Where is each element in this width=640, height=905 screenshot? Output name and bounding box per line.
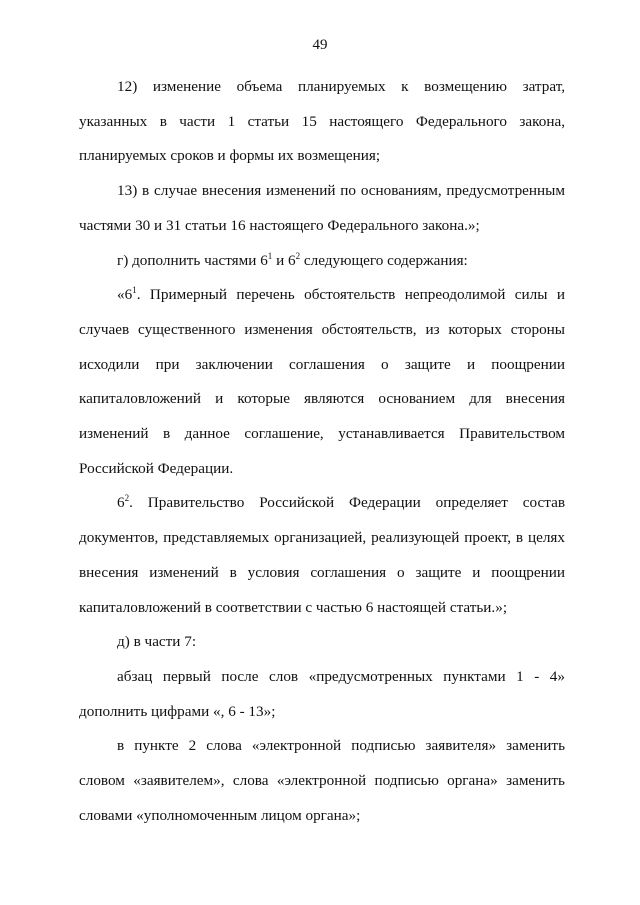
paragraph-part-6-2 xyxy=(79,486,565,625)
paragraph-lead: 6 xyxy=(117,494,125,512)
paragraph-amendment-g xyxy=(79,244,565,279)
superscript: 1 xyxy=(267,250,273,261)
superscript: 2 xyxy=(124,493,130,504)
paragraph-amendment-d: д) в части 7: xyxy=(117,633,197,651)
paragraph-text: г) дополнить частями 6 xyxy=(117,251,268,269)
document-body xyxy=(79,70,565,833)
paragraph-first-abzac: абзац первый после слов «предусмотренных пунктами 1 - 4» дополнить цифрами «, 6 - 13»; xyxy=(79,667,565,720)
paragraph-item-12: 12) изменение объема планируемых к возмещению затрат, указанных в части 1 статьи 15 настоящего Федерального закона, планируемых сроков и формы их возмещения; xyxy=(79,78,565,165)
paragraph-lead: «6 xyxy=(117,286,133,304)
paragraph-part-6-1 xyxy=(79,278,565,486)
superscript: 1 xyxy=(132,285,137,296)
paragraph-point-2: в пункте 2 слова «электронной подписью заявителя» заменить словом «заявителем», слова «электронной подписью органа» заменить словами «уполномоченным лицом органа»; xyxy=(79,737,565,824)
paragraph-text: и 6 xyxy=(272,251,296,269)
page-number: 49 xyxy=(312,37,328,53)
paragraph-text: . Правительство Российской Федерации определяет состав документов, представляемых организацией, реализующей проект, в целях внесения изменений в условия соглашения о защите и поощрении капиталовложений в соответствии с частью 6 настоящей статьи.»; xyxy=(79,494,565,616)
paragraph-item-13: 13) в случае внесения изменений по основаниям, предусмотренным частями 30 и 31 статьи 16 настоящего Федерального закона.»; xyxy=(79,182,565,234)
paragraph-text: . Примерный перечень обстоятельств непреодолимой силы и случаев существенного изменения обстоятельств, из которых стороны исходили при заключении соглашения о защите и поощрении капиталовложений и которые являются основанием для внесения изменений в данное соглашение, устанавливается Правительством Российской Федерации. xyxy=(79,286,565,477)
paragraph-text: следующего содержания: xyxy=(300,251,468,269)
superscript: 2 xyxy=(295,250,301,261)
